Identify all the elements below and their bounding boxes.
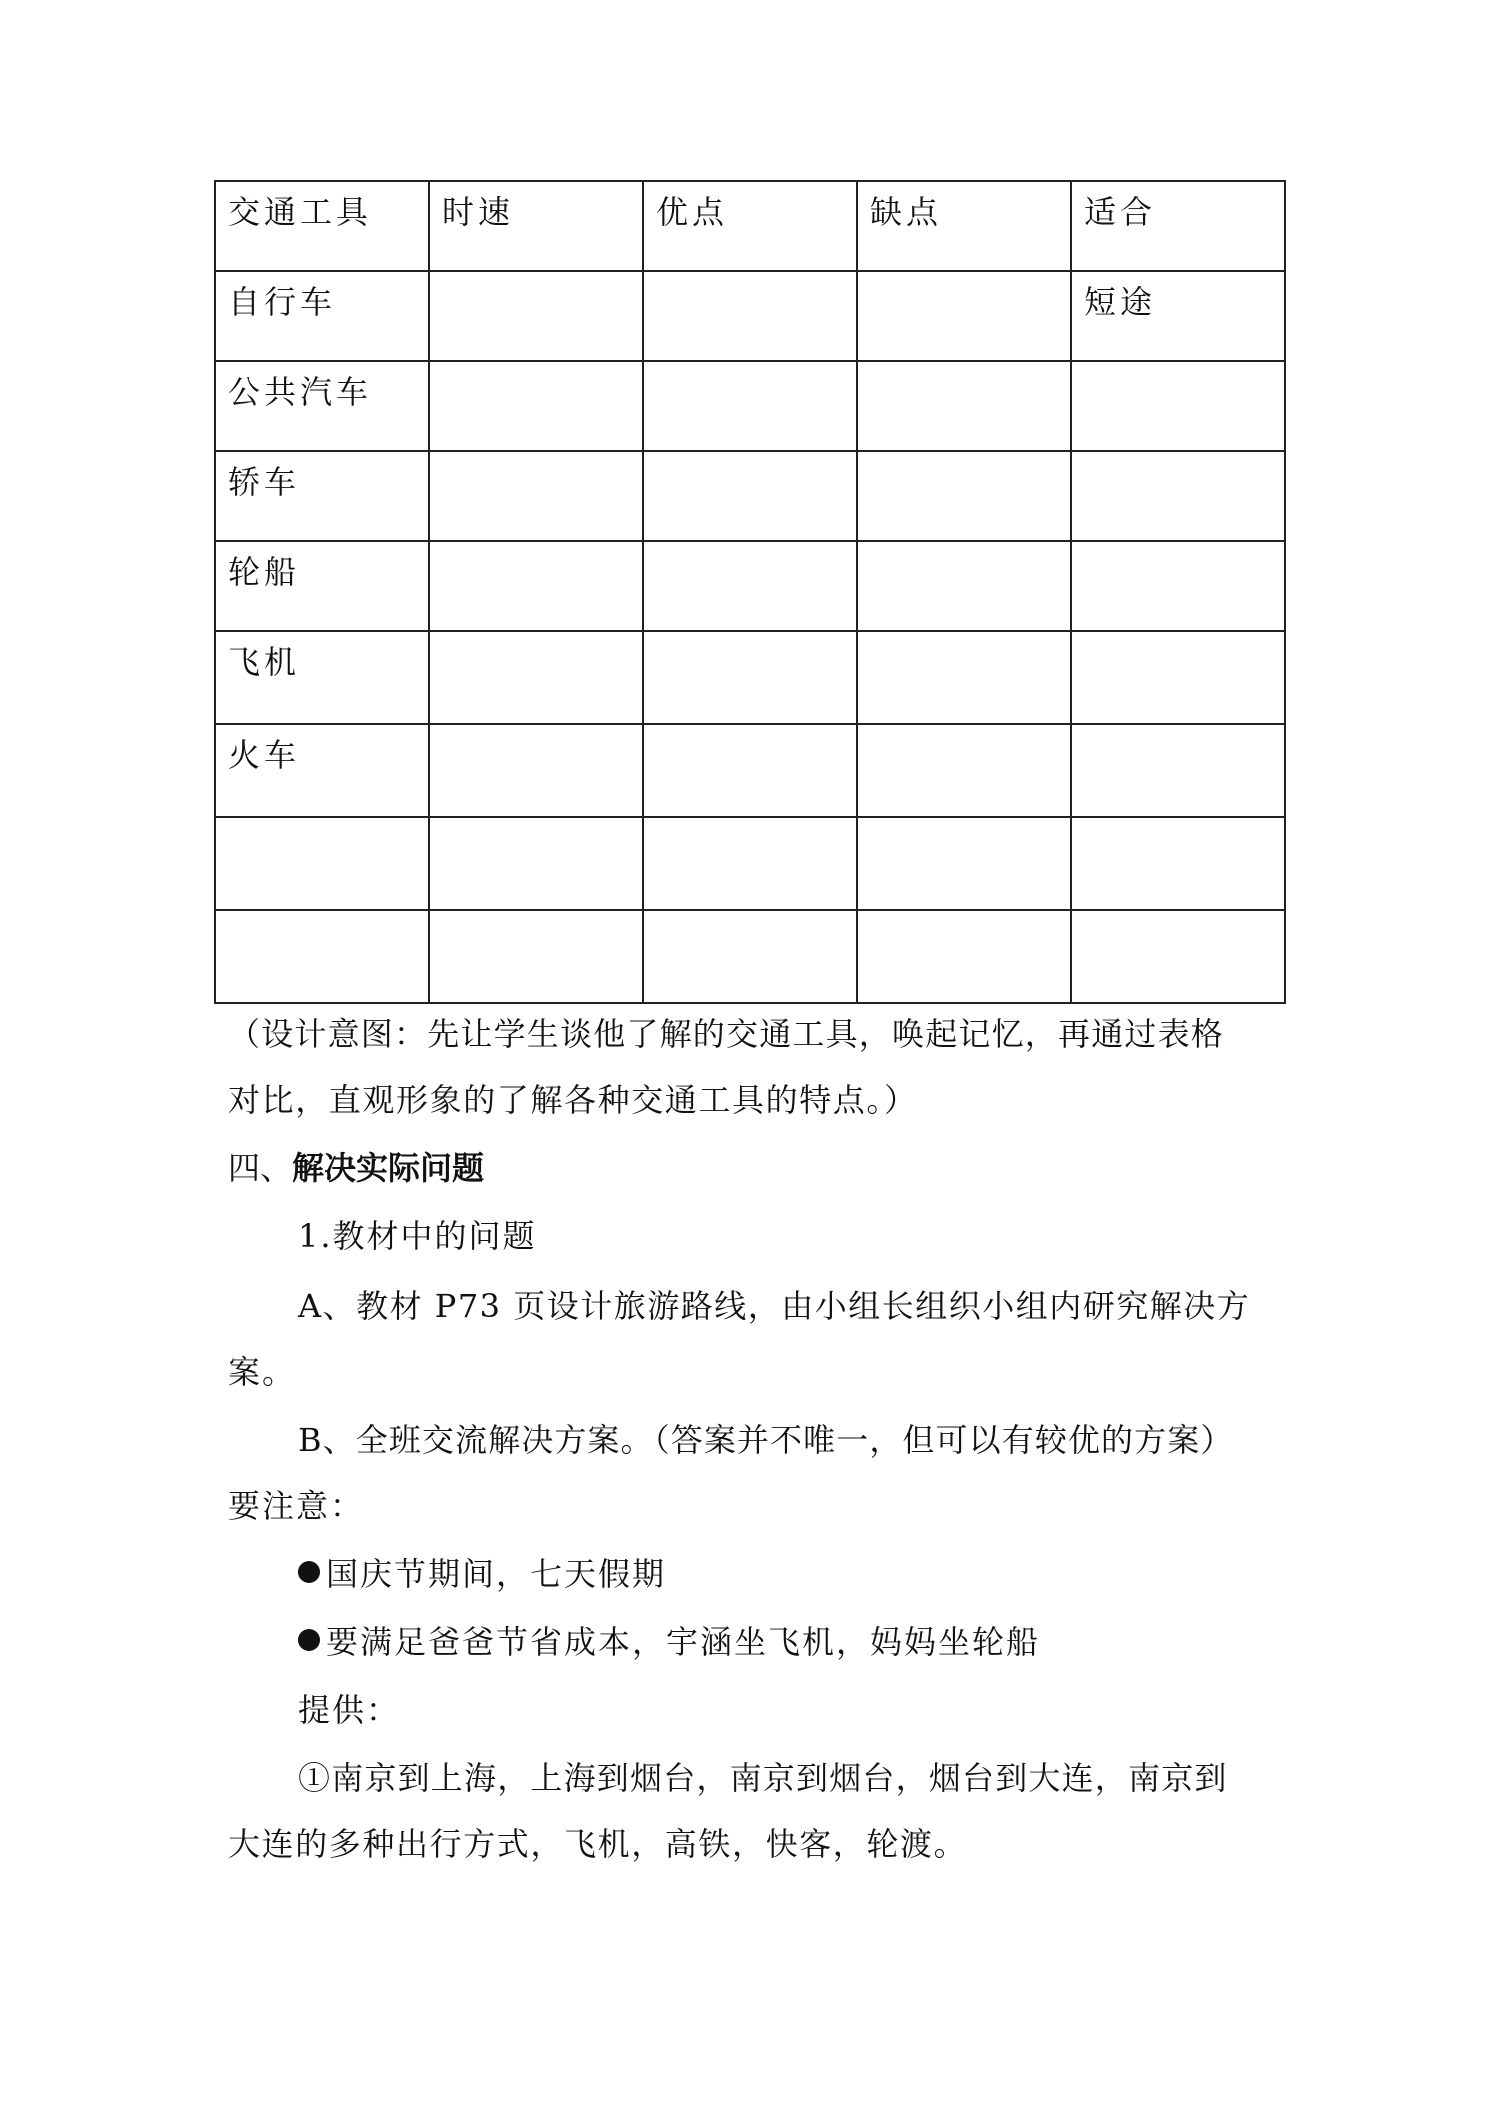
table-cell: [429, 361, 643, 451]
table-cell: [1071, 910, 1285, 1003]
table-cell: 公共汽车: [215, 361, 429, 451]
provide-item-line-1: ①南京到上海，上海到烟台，南京到烟台，烟台到大连，南京到: [298, 1759, 1228, 1797]
table-cell: [429, 271, 643, 361]
table-cell: [429, 541, 643, 631]
provide-label: 提供：: [298, 1691, 401, 1729]
table-cell: [429, 451, 643, 541]
table-cell: [1071, 724, 1285, 817]
table-cell: [643, 817, 857, 910]
table-cell: [857, 631, 1071, 724]
table-cell: [857, 271, 1071, 361]
table-row: [215, 541, 1285, 631]
table-row: [215, 631, 1285, 724]
table-cell: [429, 817, 643, 910]
table-cell: 飞机: [215, 631, 429, 724]
design-note-line-2: 对比，直观形象的了解各种交通工具的特点。）: [228, 1081, 918, 1119]
header-cell-vehicle: 交通工具: [215, 181, 429, 271]
table-cell: [857, 724, 1071, 817]
item-a-line-1: A、教材 P73 页设计旅游路线，由小组长组织小组内研究解决方: [298, 1287, 1251, 1325]
table-cell: [1071, 361, 1285, 451]
table-row: [215, 451, 1285, 541]
header-cell-advantages: 优点: [643, 181, 857, 271]
bullet-text: 要满足爸爸节省成本，宇涵坐飞机，妈妈坐轮船: [326, 1623, 1041, 1661]
table-cell: 短途: [1071, 271, 1285, 361]
table-cell: [1071, 541, 1285, 631]
section-heading: [228, 1149, 485, 1187]
section-number: 四、: [228, 1149, 293, 1187]
table-cell: [643, 361, 857, 451]
bullet-item: [298, 1623, 1041, 1661]
provide-item-line-2: 大连的多种出行方式，飞机，高铁，快客，轮渡。: [228, 1825, 968, 1863]
table-row: [215, 910, 1285, 1003]
table-header-row: [215, 181, 1285, 271]
table-cell: [857, 451, 1071, 541]
table-cell: [643, 541, 857, 631]
table-cell: [1071, 817, 1285, 910]
item-a-line-2: 案。: [228, 1353, 297, 1391]
table-row: [215, 817, 1285, 910]
header-cell-suitable: 适合: [1071, 181, 1285, 271]
table-row: [215, 361, 1285, 451]
table-row: [215, 724, 1285, 817]
table-cell: 轿车: [215, 451, 429, 541]
header-cell-speed: 时速: [429, 181, 643, 271]
design-note-line-1: （设计意图：先让学生谈他了解的交通工具，唤起记忆，再通过表格: [228, 1015, 1225, 1053]
bullet-dot-icon: [298, 1629, 320, 1651]
item-b-line-2: 要注意：: [228, 1487, 365, 1525]
table-cell: [429, 631, 643, 724]
table-cell: [429, 724, 643, 817]
table-cell: 火车: [215, 724, 429, 817]
transport-comparison-table: [214, 180, 1286, 1004]
table-cell: [643, 631, 857, 724]
table-cell: [1071, 451, 1285, 541]
table-cell: [429, 910, 643, 1003]
item-b-line-1: B、全班交流解决方案。（答案并不唯一，但可以有较优的方案）: [298, 1421, 1234, 1459]
table-cell: 自行车: [215, 271, 429, 361]
table-row: [215, 271, 1285, 361]
table-cell: [857, 910, 1071, 1003]
section-title: 解决实际问题: [292, 1149, 485, 1187]
bullet-dot-icon: [298, 1561, 320, 1583]
table-cell: [643, 451, 857, 541]
table-cell: 轮船: [215, 541, 429, 631]
table-cell: [215, 910, 429, 1003]
table-cell: [643, 910, 857, 1003]
table-cell: [643, 271, 857, 361]
item-1-textbook-problem: 1.教材中的问题: [298, 1217, 537, 1255]
table-cell: [215, 817, 429, 910]
table-cell: [1071, 631, 1285, 724]
table-cell: [857, 361, 1071, 451]
table-cell: [857, 541, 1071, 631]
table-cell: [857, 817, 1071, 910]
bullet-text: 国庆节期间，七天假期: [326, 1555, 667, 1593]
table-cell: [643, 724, 857, 817]
bullet-item: [298, 1555, 667, 1593]
header-cell-disadvantages: 缺点: [857, 181, 1071, 271]
